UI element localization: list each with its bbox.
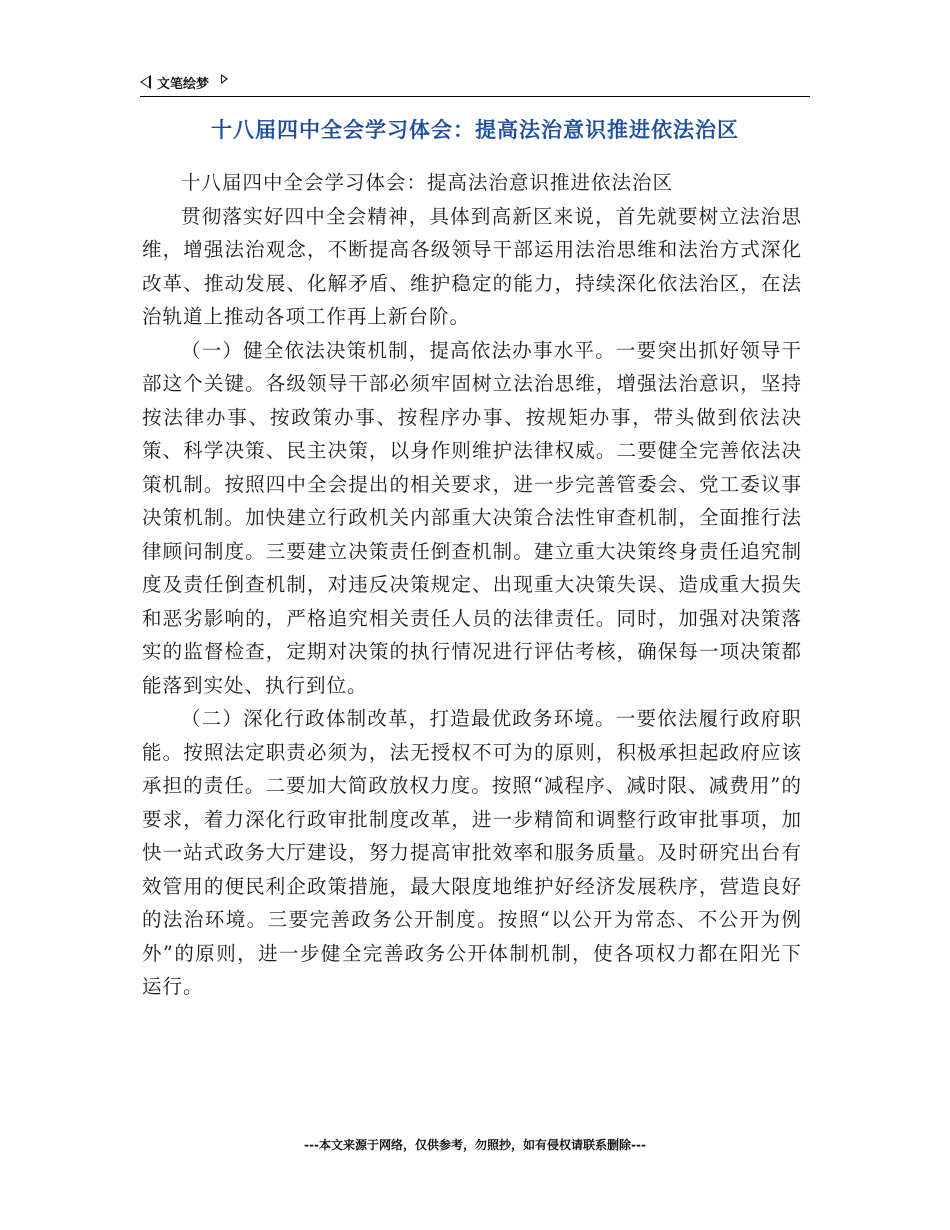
brand-mark (140, 72, 228, 92)
paragraph: （二）深化行政体制改革，打造最优政务环境。一要依法履行政府职能。按照法定职责必须为，法无授权不可为的原则，积极承担起政府应该承担的责任。二要加大简政放权力度。按照“减程序、减时限、减费用”的要求，着力深化行政审批制度改革，进一步精简和调整行政审批事项，加快一站式政务大厅建设，努力提高审批效率和服务质量。及时研究出台有效管用的便民利企政策措施，最大限度地维护好经济发展秩序，营造良好的法治环境。三要完善政务公开制度。按照“以公开为常态、不公开为例外”的原则，进一步健全完善政务公开体制机制，使各项权力都在阳光下运行。 (142, 707, 802, 998)
triangle-right-icon (221, 74, 228, 84)
triangle-left-icon (140, 75, 151, 89)
paragraph: 贯彻落实好四中全会精神，具体到高新区来说，首先就要树立法治思维，增强法治观念，不断提高各级领导干部运用法治思维和法治方式深化改革、推动发展、化解矛盾、维护稳定的能力，持续深化依法治区，在法治轨道上推动各项工作再上新台阶。 (142, 204, 802, 328)
paragraph: 十八届四中全会学习体会：提高法治意识推进依法治区 (181, 171, 674, 194)
page-header (140, 70, 810, 97)
document-title: 十八届四中全会学习体会：提高法治意识推进依法治区 (211, 117, 739, 142)
document-body (142, 166, 802, 1004)
source-notice: ---本文来源于网络，仅供参考，勿照抄，如有侵权请联系删除--- (304, 1138, 646, 1152)
brand-name: 文笔绘梦 (157, 76, 210, 92)
paragraph: （一）健全依法决策机制，提高依法办事水平。一要突出抓好领导干部这个关键。各级领导干部必须牢固树立法治思维，增强法治意识，坚持按法律办事、按政策办事、按程序办事、按规矩办事，带头做到依法决策、科学决策、民主决策，以身作则维护法律权威。二要健全完善依法决策机制。按照四中全会提出的相关要求，进一步完善管委会、党工委议事决策机制。加快建立行政机关内部重大决策合法性审查机制，全面推行法律顾问制度。三要建立决策责任倒查机制。建立重大决策终身责任追究制度及责任倒查机制，对违反决策规定、出现重大决策失误、造成重大损失和恶劣影响的，严格追究相关责任人员的法律责任。同时，加强对决策落实的监督检查，定期对决策的执行情况进行评估考核，确保每一项决策都能落到实处、执行到位。 (142, 338, 802, 697)
